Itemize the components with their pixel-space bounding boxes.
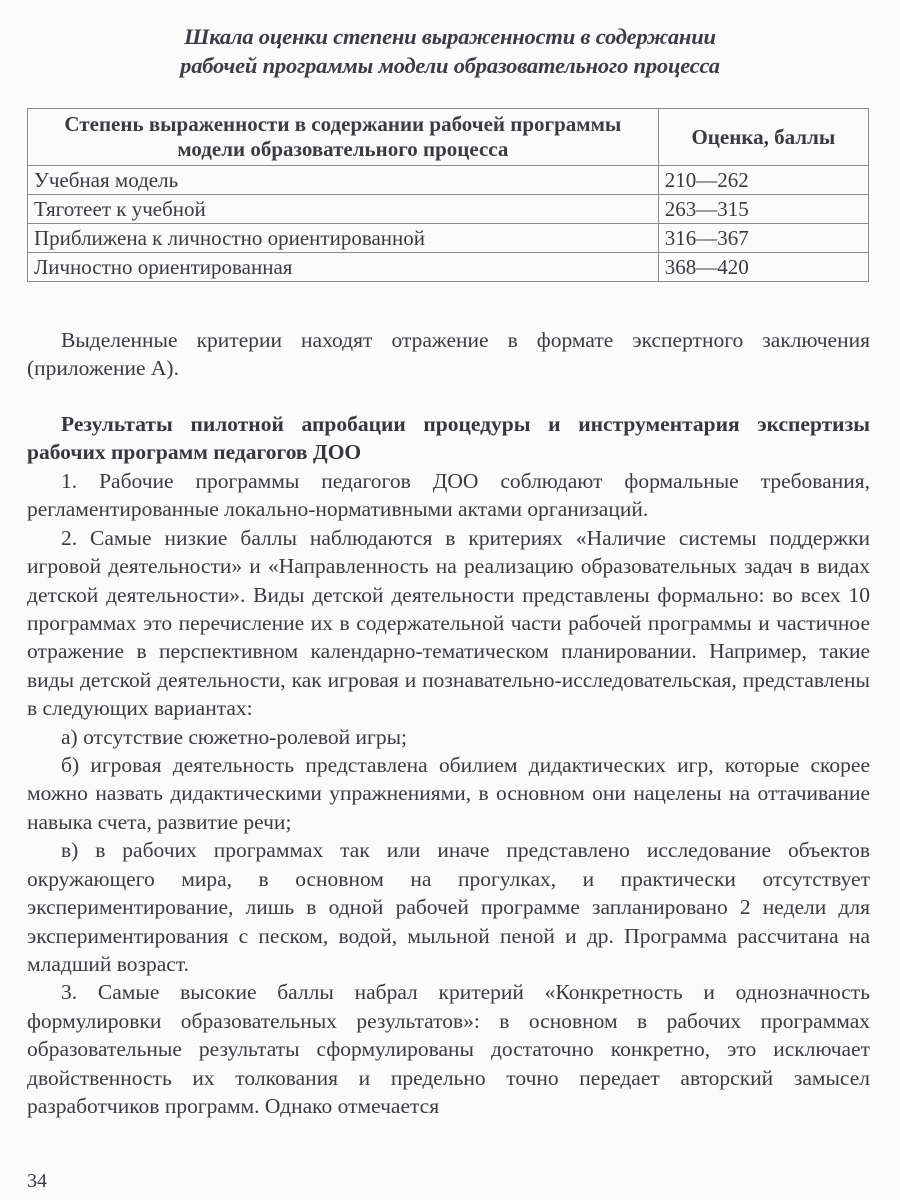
- column-header-score: Оценка, баллы: [658, 109, 868, 166]
- table-caption: [0, 22, 900, 80]
- table-row: [28, 195, 869, 224]
- paragraph-point-3: 3. Самые высокие баллы набрал критерий «Конкретность и однозначность формулировки образовательных результатов»: в основном в рабочих программах образовательные результаты сформулированы достаточно конкретно, это исключает двойственность их толкования и предельно точно передает авторский замысел разработчиков программ. Однако отмечается: [27, 980, 870, 1118]
- caption-line-2: рабочей программы модели образовательного процесса: [180, 53, 720, 78]
- section-heading: Результаты пилотной апробации процедуры и инструментария экспертизы рабочих программ педагогов ДОО: [27, 412, 870, 465]
- cell-score: 316—367: [658, 224, 868, 253]
- cell-degree: Личностно ориентированная: [28, 253, 659, 282]
- paragraph-item-c: в) в рабочих программах так или иначе представлено исследование объектов окружающего мира, в основном на прогулках, и практически отсутствует экспериментирование, лишь в одной рабочей программе запланировано 2 недели для экспериментирования с песком, водой, мыльной пеной и др. Программа рассчитана на младший возраст.: [27, 838, 870, 976]
- cell-score: 368—420: [658, 253, 868, 282]
- paragraph-item-b: б) игровая деятельность представлена обилием дидактических игр, которые скорее можно назвать дидактическими упражнениями, в основном они нацелены на оттачивание навыка счета, развитие речи;: [27, 753, 870, 834]
- paragraph-point-1: 1. Рабочие программы педагогов ДОО соблюдают формальные требования, регламентированные локально-нормативными актами организаций.: [27, 469, 870, 522]
- cell-degree: Приближена к личностно ориентированной: [28, 224, 659, 253]
- assessment-scale-table: [27, 108, 869, 282]
- table-header-row: [28, 109, 869, 166]
- body-text: [27, 467, 870, 1120]
- intro-paragraph-block: [27, 326, 870, 383]
- cell-score: 210—262: [658, 166, 868, 195]
- table-row: [28, 224, 869, 253]
- intro-paragraph: Выделенные критерии находят отражение в формате экспертного заключения (приложение А).: [27, 328, 870, 381]
- column-header-degree: Степень выраженности в содержании рабочей программы модели образовательного процесса: [28, 109, 659, 166]
- cell-degree: Тяготеет к учебной: [28, 195, 659, 224]
- paragraph-item-a: а) отсутствие сюжетно-ролевой игры;: [61, 724, 407, 749]
- cell-degree: Учебная модель: [28, 166, 659, 195]
- table-row: [28, 253, 869, 282]
- cell-score: 263—315: [658, 195, 868, 224]
- caption-line-1: Шкала оценки степени выраженности в содержании: [184, 24, 716, 49]
- paragraph-point-2: 2. Самые низкие баллы наблюдаются в критериях «Наличие системы поддержки игровой деятельности» и «Направленность на реализацию образовательных задач в видах детской деятельности». Виды детской деятельности представлены формально: во всех 10 программах это перечисление их в содержательной части рабочей программы и частичное отражение в перспективном календарно-тематическом планировании. Например, такие виды детской деятельности, как игровая и познавательно-исследовательская, представлены в следующих вариантах:: [27, 525, 870, 721]
- table-row: [28, 166, 869, 195]
- page-number: 34: [27, 1170, 47, 1192]
